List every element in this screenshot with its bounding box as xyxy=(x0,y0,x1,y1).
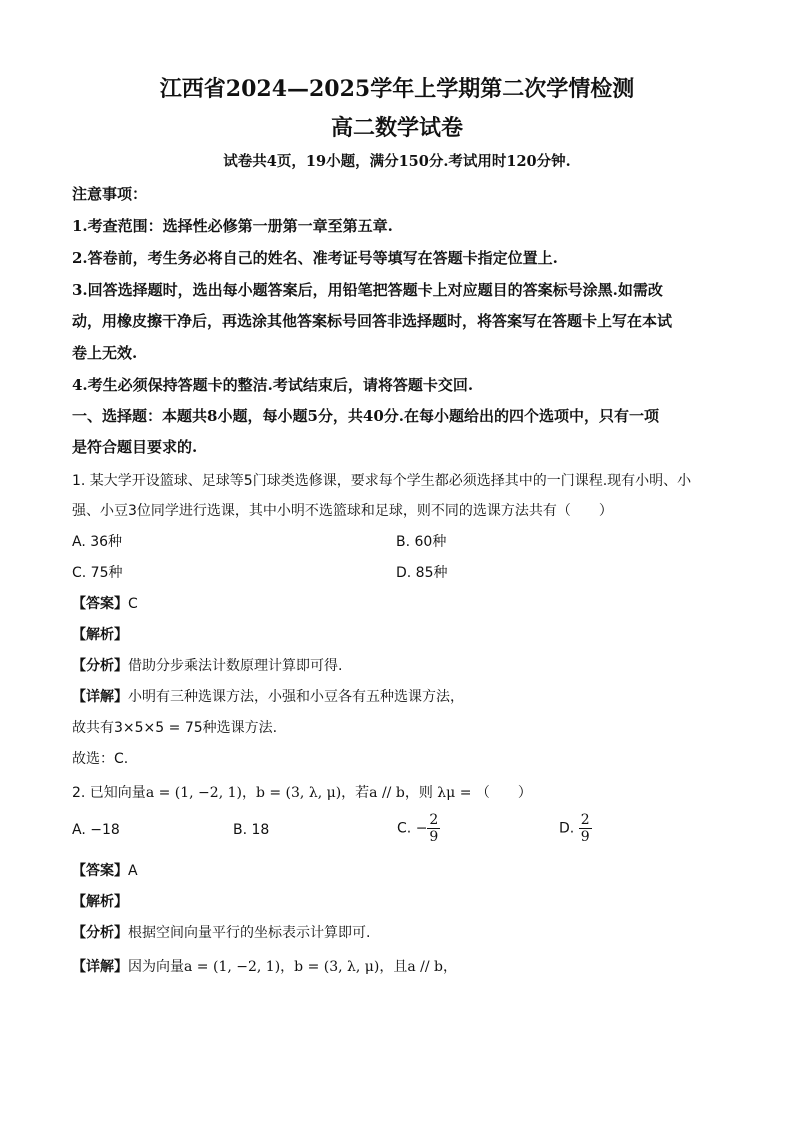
q1-stem: 1. 某大学开设篮球、足球等5门球类选修课，要求每个学生都必须选择其中的一门课程.现有小明、小 xyxy=(72,473,692,489)
answer-tag: 【答案】 xyxy=(72,596,128,612)
q2-sep: ， xyxy=(241,785,256,801)
notice-item-4: 4.考生必须保持答题卡的整洁.考试结束后，请将答题卡交回. xyxy=(72,376,474,394)
q2-stem xyxy=(72,782,532,802)
q2-option-d-denominator: 9 xyxy=(580,829,590,845)
q1-option-b: B. 60种 xyxy=(396,534,447,550)
detail-tag: 【详解】 xyxy=(72,689,128,705)
detail-text: 小明有三种选课方法，小强和小豆各有五种选课方法， xyxy=(128,689,464,705)
q2-option-c-numerator: 2 xyxy=(429,812,439,828)
answer-tag: 【答案】 xyxy=(72,863,128,879)
q2-option-c-label: C. xyxy=(397,820,412,837)
q2-option-c xyxy=(397,812,440,845)
detail-sep: ， xyxy=(280,959,295,975)
detail-end: ， xyxy=(443,959,458,975)
detail-vector-a: a = (1, −2, 1) xyxy=(184,959,281,975)
q2-fenxi xyxy=(72,922,370,942)
notice-item-3: 3.回答选择题时，选出每小题答案后，用铅笔把答题卡上对应题目的答案标号涂黑.如需改 xyxy=(72,281,663,299)
detail-vector-b: b = (3, λ, μ) xyxy=(294,959,380,975)
notice-item-3-cont: 动，用橡皮擦干净后，再选涂其他答案标号回答非选择题时，将答案写在答题卡上写在本试 xyxy=(72,312,673,330)
notice-heading: 注意事项： xyxy=(72,185,148,203)
q2-option-c-fraction xyxy=(427,812,440,845)
exam-subtitle: 高二数学试卷 xyxy=(330,115,463,141)
notice-item-1: 1.考查范围：选择性必修第一册第一章至第五章. xyxy=(72,217,393,235)
notice-item-3-cont2: 卷上无效. xyxy=(72,344,138,362)
q1-calc: 故共有3×5×5 = 75种选课方法. xyxy=(72,720,278,736)
q2-parallel: a // b xyxy=(369,785,405,801)
q1-stem-cont: 强、小豆3位同学进行选课，其中小明不选篮球和足球，则不同的选课方法共有（ ） xyxy=(72,503,613,519)
q1-fenxi xyxy=(72,655,342,675)
q2-cond-prefix: ，若 xyxy=(341,785,370,801)
q2-vector-a: a = (1, −2, 1) xyxy=(145,785,242,801)
detail-parallel: a // b xyxy=(407,959,444,975)
fenxi-tag: 【分析】 xyxy=(72,658,128,674)
q2-option-c-sign: − xyxy=(415,820,428,837)
q2-option-d xyxy=(559,812,592,845)
q1-answer xyxy=(72,593,138,613)
q2-answer xyxy=(72,860,138,880)
detail-prefix: 因为向量 xyxy=(128,959,184,975)
q1-detail xyxy=(72,686,464,706)
q1-conclusion: 故选：C. xyxy=(72,751,129,767)
q1-option-a: A. 36种 xyxy=(72,534,123,550)
section-heading-cont: 是符合题目要求的. xyxy=(72,438,198,456)
q2-vector-b: b = (3, λ, μ) xyxy=(255,785,342,801)
q2-stem-prefix: 2. 已知向量 xyxy=(72,785,146,801)
q2-option-b: B. 18 xyxy=(233,822,270,838)
fenxi-text: 借助分步乘法计数原理计算即可得. xyxy=(128,658,343,674)
q2-option-a: A. −18 xyxy=(72,822,120,838)
answer-value: A xyxy=(128,863,138,879)
q2-detail xyxy=(72,956,457,976)
fenxi-text: 根据空间向量平行的坐标表示计算即可. xyxy=(128,925,371,941)
exam-meta: 试卷共4页，19小题，满分150分.考试用时120分钟. xyxy=(223,153,571,170)
answer-value: C xyxy=(128,596,138,612)
q2-option-d-label: D. xyxy=(559,820,575,837)
q2-option-d-numerator: 2 xyxy=(580,812,590,828)
analysis-tag: 【解析】 xyxy=(72,894,128,910)
q2-analysis-heading xyxy=(72,891,128,911)
q2-ask: ，则 λμ = （ ） xyxy=(404,785,532,801)
q1-analysis-heading xyxy=(72,624,128,644)
q1-option-d: D. 85种 xyxy=(396,565,448,581)
fenxi-tag: 【分析】 xyxy=(72,925,128,941)
detail-tag: 【详解】 xyxy=(72,959,128,975)
exam-title: 江西省2024—2025学年上学期第二次学情检测 xyxy=(159,76,635,102)
detail-mid: ，且 xyxy=(379,959,408,975)
q1-option-c: C. 75种 xyxy=(72,565,123,581)
q2-option-c-denominator: 9 xyxy=(429,829,439,845)
notice-item-2: 2.答卷前，考生务必将自己的姓名、准考证号等填写在答题卡指定位置上. xyxy=(72,249,558,267)
section-heading: 一、选择题：本题共8小题，每小题5分，共40分.在每小题给出的四个选项中，只有一项 xyxy=(72,407,659,425)
q2-option-d-fraction xyxy=(579,812,592,845)
analysis-tag: 【解析】 xyxy=(72,627,128,643)
